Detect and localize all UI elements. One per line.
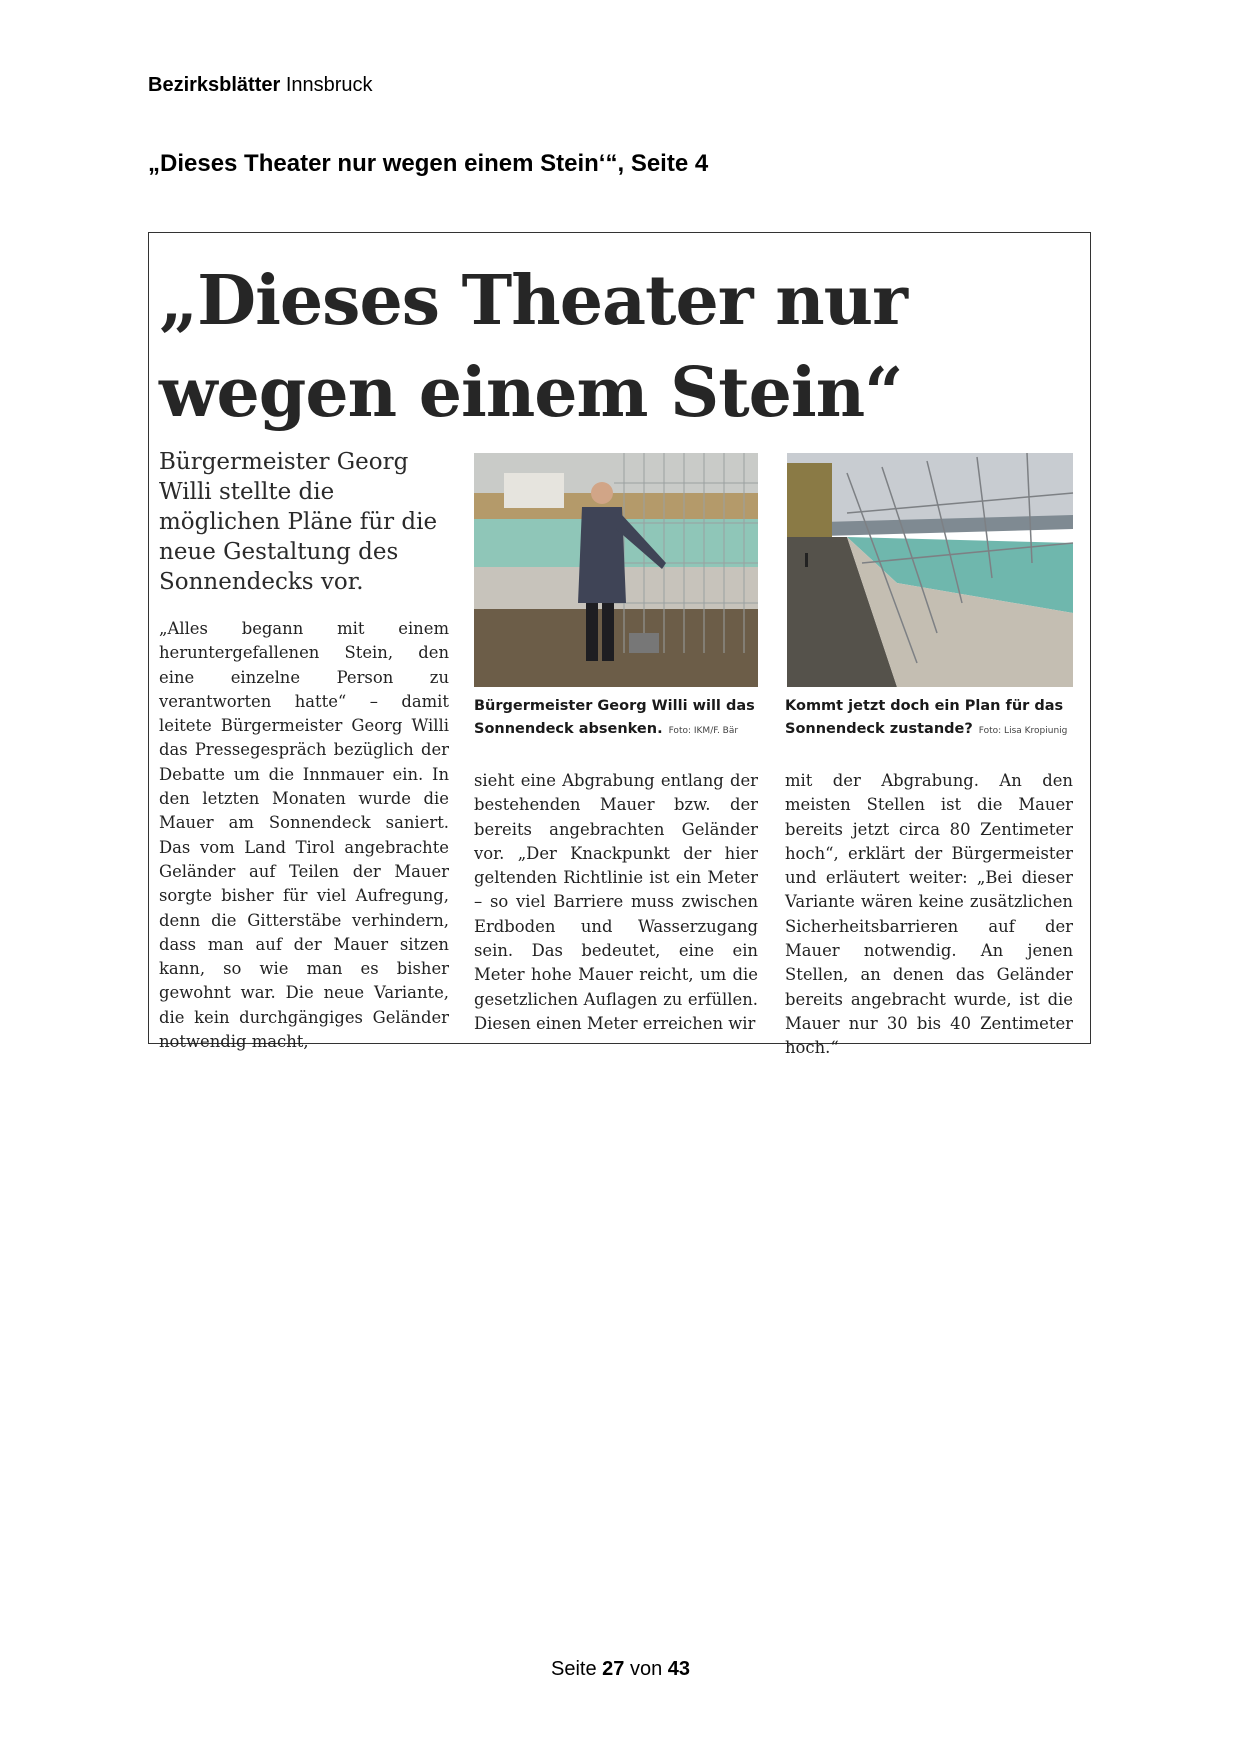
photo-riverside-fence: [787, 453, 1073, 687]
photo-caption-2: [785, 695, 1075, 743]
document-heading: „Dieses Theater nur wegen einem Stein‘“, Seite 4: [148, 150, 709, 177]
caption-2-text: Kommt jetzt doch ein Plan für das Sonnendeck zustande?: [785, 698, 1064, 737]
article-lede: Bürgermeister Georg Willi stellte die möglichen Pläne für die neue Gestaltung des Sonnendecks vor.: [159, 449, 438, 595]
page-footer: [0, 1658, 1241, 1681]
article-column-1: „Alles begann mit einem heruntergefallenen Stein, den eine einzelne Person zu verantworten hatte“ – damit leitete Bürgermeister Georg Willi das Pressegespräch bezüglich der Debatte um die Innmauer ein. In den letzten Monaten wurde die Mauer am Sonnendeck saniert. Das vom Land Tirol angebrachte Geländer auf Teilen der Mauer sorgte bisher für viel Aufregung, denn die Gitterstäbe verhindern, dass man auf der Mauer sitzen kann, so wie man es bisher gewohnt war. Die neue Variante, die kein durchgängiges Geländer notwendig macht,: [159, 619, 449, 1052]
headline-line-2: wegen einem Stein“: [159, 353, 903, 433]
publication-line: [148, 74, 373, 97]
caption-1-credit: Foto: IKM/F. Bär: [668, 726, 739, 736]
publication-region: Innsbruck: [285, 74, 373, 96]
photo-mayor-at-railing: [474, 453, 758, 687]
footer-prefix: Seite: [550, 1658, 597, 1680]
headline-line-1: „Dieses Theater nur: [159, 261, 907, 341]
caption-2-credit: Foto: Lisa Kropiunig: [978, 726, 1068, 736]
newspaper-clipping: [148, 232, 1091, 1058]
article-column-2: sieht eine Abgrabung entlang der bestehenden Mauer bzw. der bereits angebrachten Geländer vor. „Der Knackpunkt der hier geltenden Richtlinie ist ein Meter – so viel Barriere muss zwischen Erdboden und Wasserzugang sein. Das bedeutet, eine ein Meter hohe Mauer reicht, um die gesetzlichen Auflagen zu erfüllen. Diesen einen Meter erreichen wir: [474, 771, 758, 1033]
article-headline: [159, 255, 1079, 439]
footer-page-number: 27: [602, 1658, 625, 1680]
publication-name: Bezirksblätter: [148, 74, 281, 96]
caption-1-text: Bürgermeister Georg Willi will das Sonnendeck absenken.: [474, 698, 755, 737]
article-column-3: mit der Abgrabung. An den meisten Stellen ist die Mauer bereits jetzt circa 80 Zentimeter hoch“, erklärt der Bürgermeister und erläutert weiter: „Bei dieser Variante wären keine zusätzlichen Sicherheitsbarrieren auf der Mauer notwendig. An jenen Stellen, an denen das Geländer bereits angebracht wurde, ist die Mauer nur 30 bis 40 Zentimeter hoch.“: [785, 771, 1073, 1058]
footer-middle: von: [629, 1658, 663, 1680]
footer-total-pages: 43: [667, 1658, 691, 1680]
photo-caption-1: [474, 695, 758, 743]
